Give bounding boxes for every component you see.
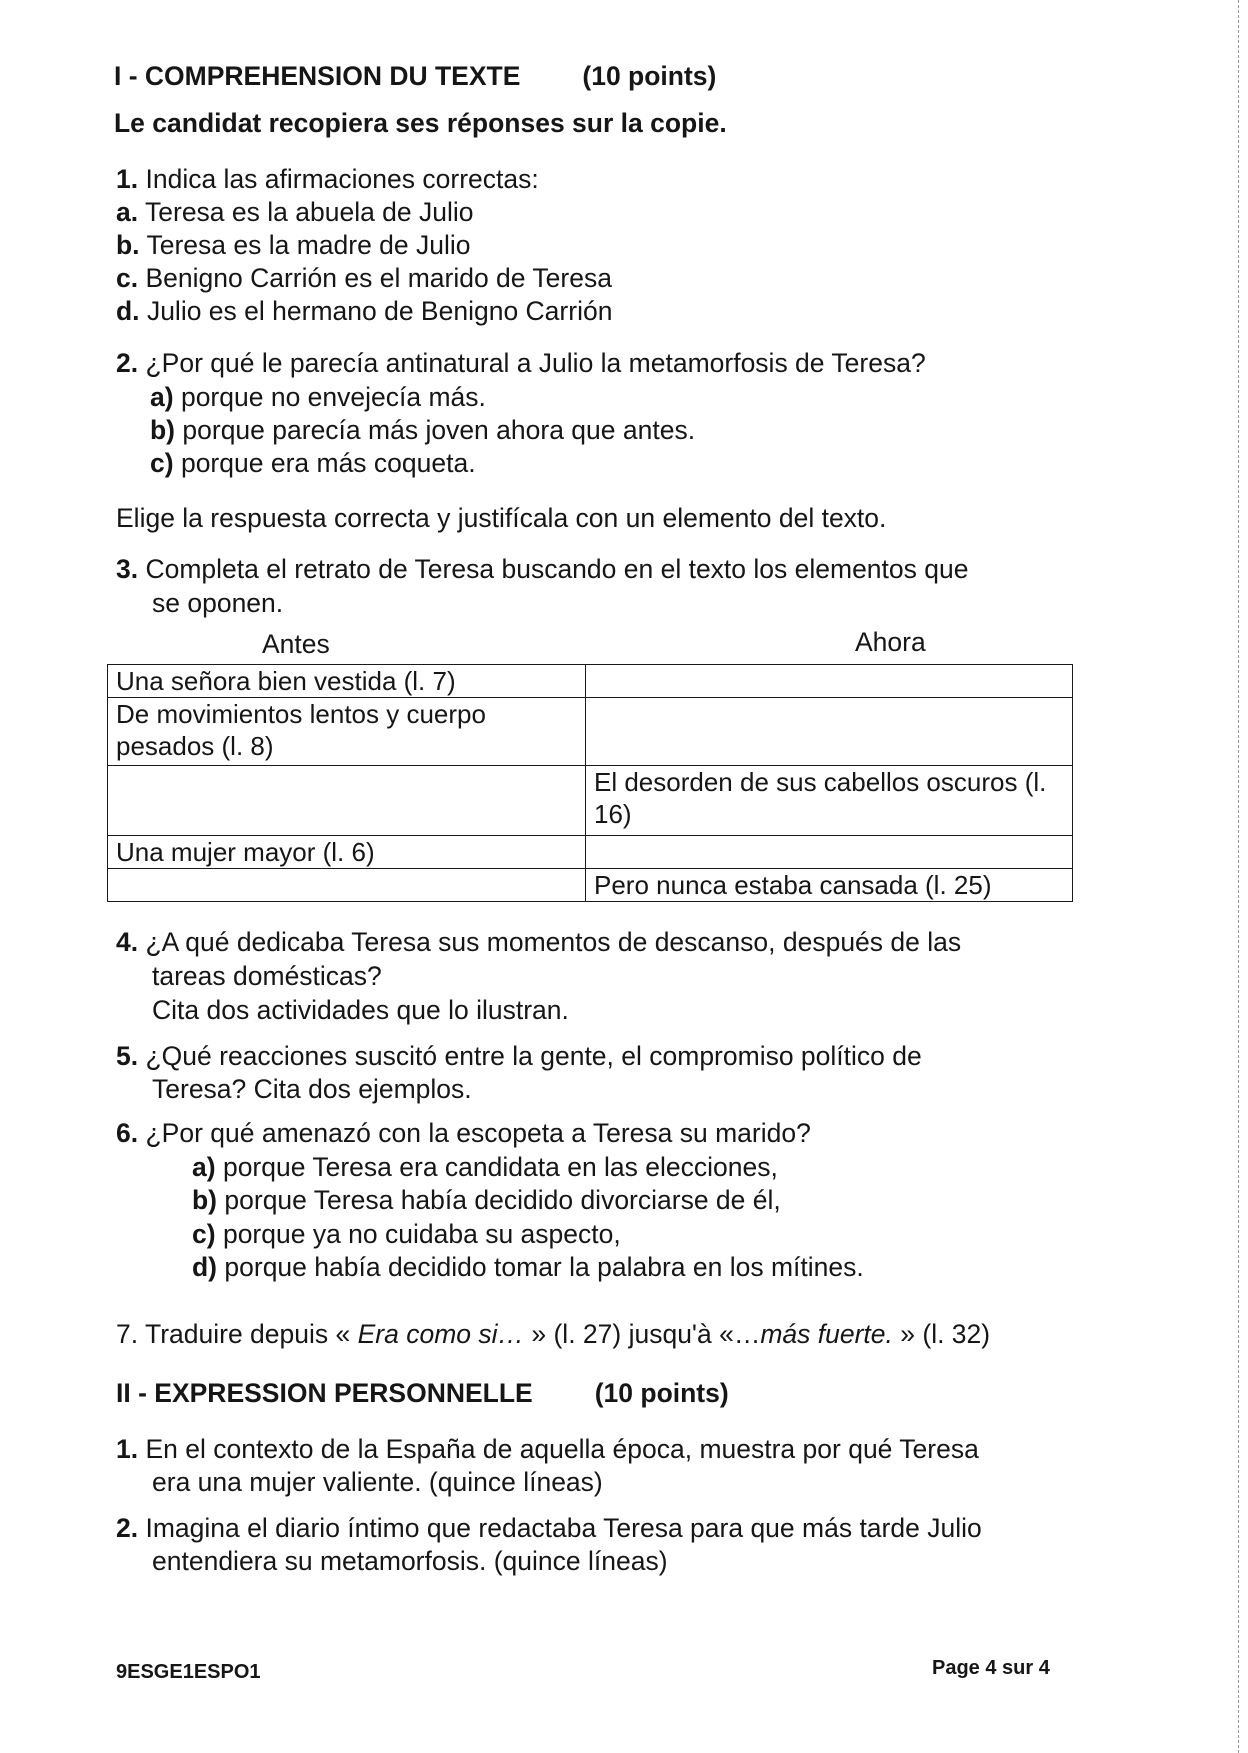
table-cell-now (586, 836, 1073, 869)
section2-title: II - EXPRESSION PERSONNELLE (116, 1378, 533, 1408)
table-cell-before (108, 766, 586, 836)
q3-text: Completa el retrato de Teresa buscando en el texto los elementos que (145, 554, 969, 584)
q5-prompt-cont: Teresa? Cita dos ejemplos. (152, 1074, 472, 1104)
table-cell-before (108, 869, 586, 902)
section1-title: I - COMPREHENSION DU TEXTE (114, 61, 521, 91)
section2-points: (10 points) (594, 1378, 729, 1408)
q1-text: Indica las afirmaciones correctas: (145, 164, 539, 194)
table-row (108, 665, 1073, 698)
q6-option-b: b) porque Teresa había decidido divorciarse de él, (192, 1185, 781, 1215)
table-cell-now: El desorden de sus cabellos oscuros (l. 16) (586, 766, 1073, 836)
section1-heading (114, 60, 716, 93)
table-row (108, 869, 1073, 902)
q2-prompt (116, 347, 926, 380)
table-row (108, 698, 1073, 766)
q4-prompt (116, 926, 961, 959)
q2-followup: Elige la respuesta correcta y justifícala con un elemento del texto. (116, 503, 887, 533)
q5-prompt (116, 1040, 922, 1073)
q6-option-c: c) porque ya no cuidaba su aspecto, (192, 1219, 621, 1249)
q3-col-before-header: Antes (262, 629, 330, 659)
portrait-table (107, 664, 1073, 902)
section1-instruction: Le candidat recopiera ses réponses sur la copie. (114, 108, 727, 138)
q6-text: ¿Por qué amenazó con la escopeta a Teresa su marido? (145, 1118, 811, 1148)
footer-page-number: Page 4 sur 4 (932, 1657, 1050, 1679)
binding-edge (1238, 0, 1239, 1753)
q7-end-quote: más fuerte. (760, 1319, 893, 1349)
footer-code: 9ESGE1ESPO1 (116, 1661, 261, 1683)
q5-number: 5. (116, 1041, 139, 1071)
q2-option-c: c) porque era más coqueta. (150, 448, 476, 478)
q3-prompt-cont: se oponen. (152, 588, 284, 618)
table-cell-now (586, 698, 1073, 766)
q2-text: ¿Por qué le parecía antinatural a Julio la metamorfosis de Teresa? (145, 348, 926, 378)
q3-col-now-header: Ahora (855, 627, 926, 657)
section2-item-2: 2. Imagina el diario íntimo que redactaba Teresa para que más tarde Julio (116, 1513, 982, 1543)
q4-prompt-cont: tareas domésticas? (152, 961, 382, 991)
table-cell-now: Pero nunca estaba cansada (l. 25) (586, 869, 1073, 902)
q6-option-d: d) porque había decidido tomar la palabra en los mítines. (192, 1252, 864, 1282)
q3-prompt (116, 553, 968, 586)
q1-option-a: a. Teresa es la abuela de Julio (116, 197, 474, 227)
table-cell-before: Una mujer mayor (l. 6) (108, 836, 586, 869)
q7-number: 7. (116, 1319, 139, 1349)
q3-number: 3. (116, 554, 139, 584)
table-row (108, 766, 1073, 836)
q2-option-a: a) porque no envejecía más. (150, 382, 486, 412)
table-cell-before: Una señora bien vestida (l. 7) (108, 665, 586, 698)
table-cell-before: De movimientos lentos y cuerpo pesados (l. 8) (108, 698, 586, 766)
q4-text: ¿A qué dedicaba Teresa sus momentos de descanso, después de las (145, 927, 962, 957)
q6-option-a: a) porque Teresa era candidata en las elecciones, (192, 1152, 778, 1182)
q1-option-d: d. Julio es el hermano de Benigno Carrión (116, 296, 613, 326)
table-row (108, 836, 1073, 869)
q2-option-b: b) porque parecía más joven ahora que antes. (150, 415, 696, 445)
q4-number: 4. (116, 927, 139, 957)
section2-item-1: 1. En el contexto de la España de aquella época, muestra por qué Teresa (116, 1434, 979, 1464)
q5-text: ¿Qué reacciones suscitó entre la gente, el compromiso político de (145, 1041, 922, 1071)
q1-option-b: b. Teresa es la madre de Julio (116, 230, 471, 260)
section1-points: (10 points) (582, 61, 717, 91)
q7-start-quote: Era como si… (357, 1319, 525, 1349)
table-cell-now (586, 665, 1073, 698)
section2-item-2-cont: entendiera su metamorfosis. (quince líneas) (152, 1546, 668, 1576)
q2-number: 2. (116, 348, 139, 378)
q6-prompt (116, 1117, 811, 1150)
q7-prompt: 7. Traduire depuis « Era como si… » (l. 27) jusqu'à «…más fuerte. » (l. 32) (116, 1319, 991, 1349)
q1-option-c: c. Benigno Carrión es el marido de Teresa (116, 263, 612, 293)
q4-instruction: Cita dos actividades que lo ilustran. (152, 995, 569, 1025)
section2-item-1-cont: era una mujer valiente. (quince líneas) (152, 1467, 603, 1497)
q1-prompt (116, 163, 539, 196)
q1-number: 1. (116, 164, 139, 194)
section2-heading (116, 1377, 729, 1410)
q6-number: 6. (116, 1118, 139, 1148)
